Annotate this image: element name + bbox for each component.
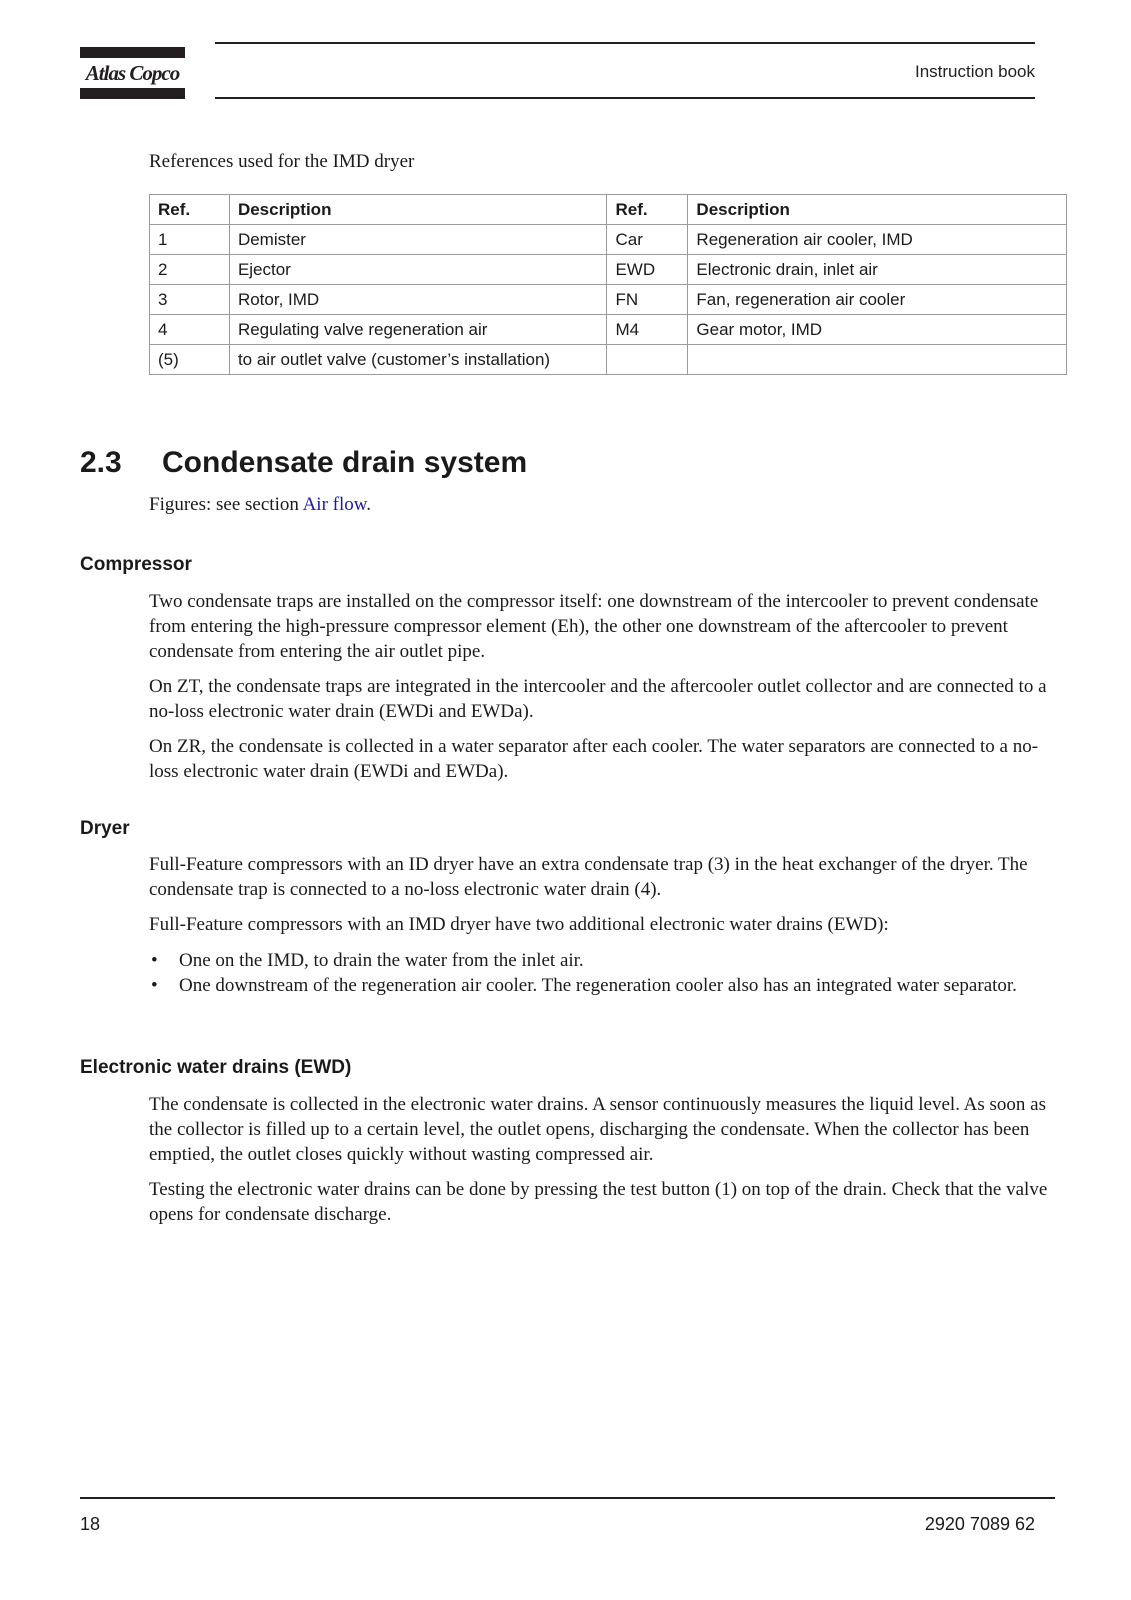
compressor-paragraph: On ZT, the condensate traps are integrated in the intercooler and the aftercooler outlet collector and are connected to a no-loss electronic water drain (EWDi and EWDa). [149, 676, 1047, 722]
table-cell: Electronic drain, inlet air [688, 255, 1067, 285]
logo-bar-top [80, 47, 185, 58]
air-flow-link[interactable]: Air flow [302, 494, 367, 515]
table-cell: 2 [150, 255, 230, 285]
table-cell [688, 345, 1067, 375]
table-cell: 3 [150, 285, 230, 315]
footer-rule [80, 1497, 1055, 1499]
table-cell: FN [607, 285, 688, 315]
dryer-heading: Dryer [80, 818, 130, 839]
table-cell: (5) [150, 345, 230, 375]
table-cell: Fan, regeneration air cooler [688, 285, 1067, 315]
page-number: 18 [80, 1514, 101, 1534]
bullet-icon: • [151, 950, 158, 971]
header-rule-bottom [215, 97, 1035, 99]
document-number: 2920 7089 62 [924, 1514, 1035, 1534]
table-cell: Car [607, 225, 688, 255]
table-cell [607, 345, 688, 375]
section-number: 2.3 [80, 446, 122, 479]
ewd-heading: Electronic water drains (EWD) [80, 1057, 352, 1078]
dryer-paragraph: Full-Feature compressors with an IMD dryer have two additional electronic water drains (EWD): [149, 914, 889, 935]
dryer-bullet-list [149, 948, 1059, 998]
table-cell: M4 [607, 315, 688, 345]
section-title: Condensate drain system [162, 446, 528, 479]
table-cell: 1 [150, 225, 230, 255]
table-cell: Ejector [229, 255, 607, 285]
list-item [149, 973, 1059, 998]
logo-bar-bottom [80, 88, 185, 99]
header-title: Instruction book [914, 62, 1035, 81]
dryer-paragraph: Full-Feature compressors with an ID dryer have an extra condensate trap (3) in the heat exchanger of the dryer. The condensate trap is connected to a no-loss electronic water drain (4). [149, 854, 1028, 900]
table-header-description: Description [688, 195, 1067, 225]
figures-reference [149, 494, 371, 516]
table-row [150, 225, 1067, 255]
table-cell: Gear motor, IMD [688, 315, 1067, 345]
table-row [150, 255, 1067, 285]
table-cell: Regeneration air cooler, IMD [688, 225, 1067, 255]
figures-suffix: . [366, 494, 371, 515]
table-header-ref: Ref. [150, 195, 230, 225]
table-caption: References used for the IMD dryer [149, 151, 415, 172]
table-cell: EWD [607, 255, 688, 285]
table-cell: 4 [150, 315, 230, 345]
ewd-paragraph: The condensate is collected in the electronic water drains. A sensor continuously measures the liquid level. As soon as the collector is filled up to a certain level, the outlet opens, discharging the condensate. When the collector has been emptied, the outlet closes quickly without wasting compressed air. [149, 1094, 1046, 1165]
table-row [150, 315, 1067, 345]
table-cell: Rotor, IMD [229, 285, 607, 315]
table-header-row [150, 195, 1067, 225]
table-row [150, 285, 1067, 315]
table-row [150, 345, 1067, 375]
ewd-paragraph: Testing the electronic water drains can be done by pressing the test button (1) on top of the drain. Check that the valve opens for condensate discharge. [149, 1179, 1048, 1225]
table-header-ref: Ref. [607, 195, 688, 225]
compressor-heading: Compressor [80, 554, 192, 575]
header-rule-top [215, 42, 1035, 44]
bullet-icon: • [151, 975, 158, 996]
table-cell: Demister [229, 225, 607, 255]
compressor-paragraph: On ZR, the condensate is collected in a water separator after each cooler. The water separators are connected to a no-loss electronic water drain (EWDi and EWDa). [149, 736, 1039, 782]
list-item-text: One on the IMD, to drain the water from the inlet air. [179, 950, 584, 971]
atlas-copco-logo [80, 47, 185, 99]
section-heading [80, 446, 527, 480]
references-table [149, 194, 1067, 375]
list-item [149, 948, 1059, 973]
figures-prefix: Figures: see section [149, 494, 303, 515]
logo-wordmark: Atlas Copco [85, 61, 180, 85]
table-cell: to air outlet valve (customer’s installation) [229, 345, 607, 375]
table-cell: Regulating valve regeneration air [229, 315, 607, 345]
compressor-paragraph: Two condensate traps are installed on the compressor itself: one downstream of the intercooler to prevent condensate from entering the high-pressure compressor element (Eh), the other one downstream of the aftercooler to prevent condensate from entering the air outlet pipe. [149, 591, 1039, 662]
table-header-description: Description [229, 195, 607, 225]
list-item-text: One downstream of the regeneration air cooler. The regeneration cooler also has an integrated water separator. [179, 975, 1017, 996]
